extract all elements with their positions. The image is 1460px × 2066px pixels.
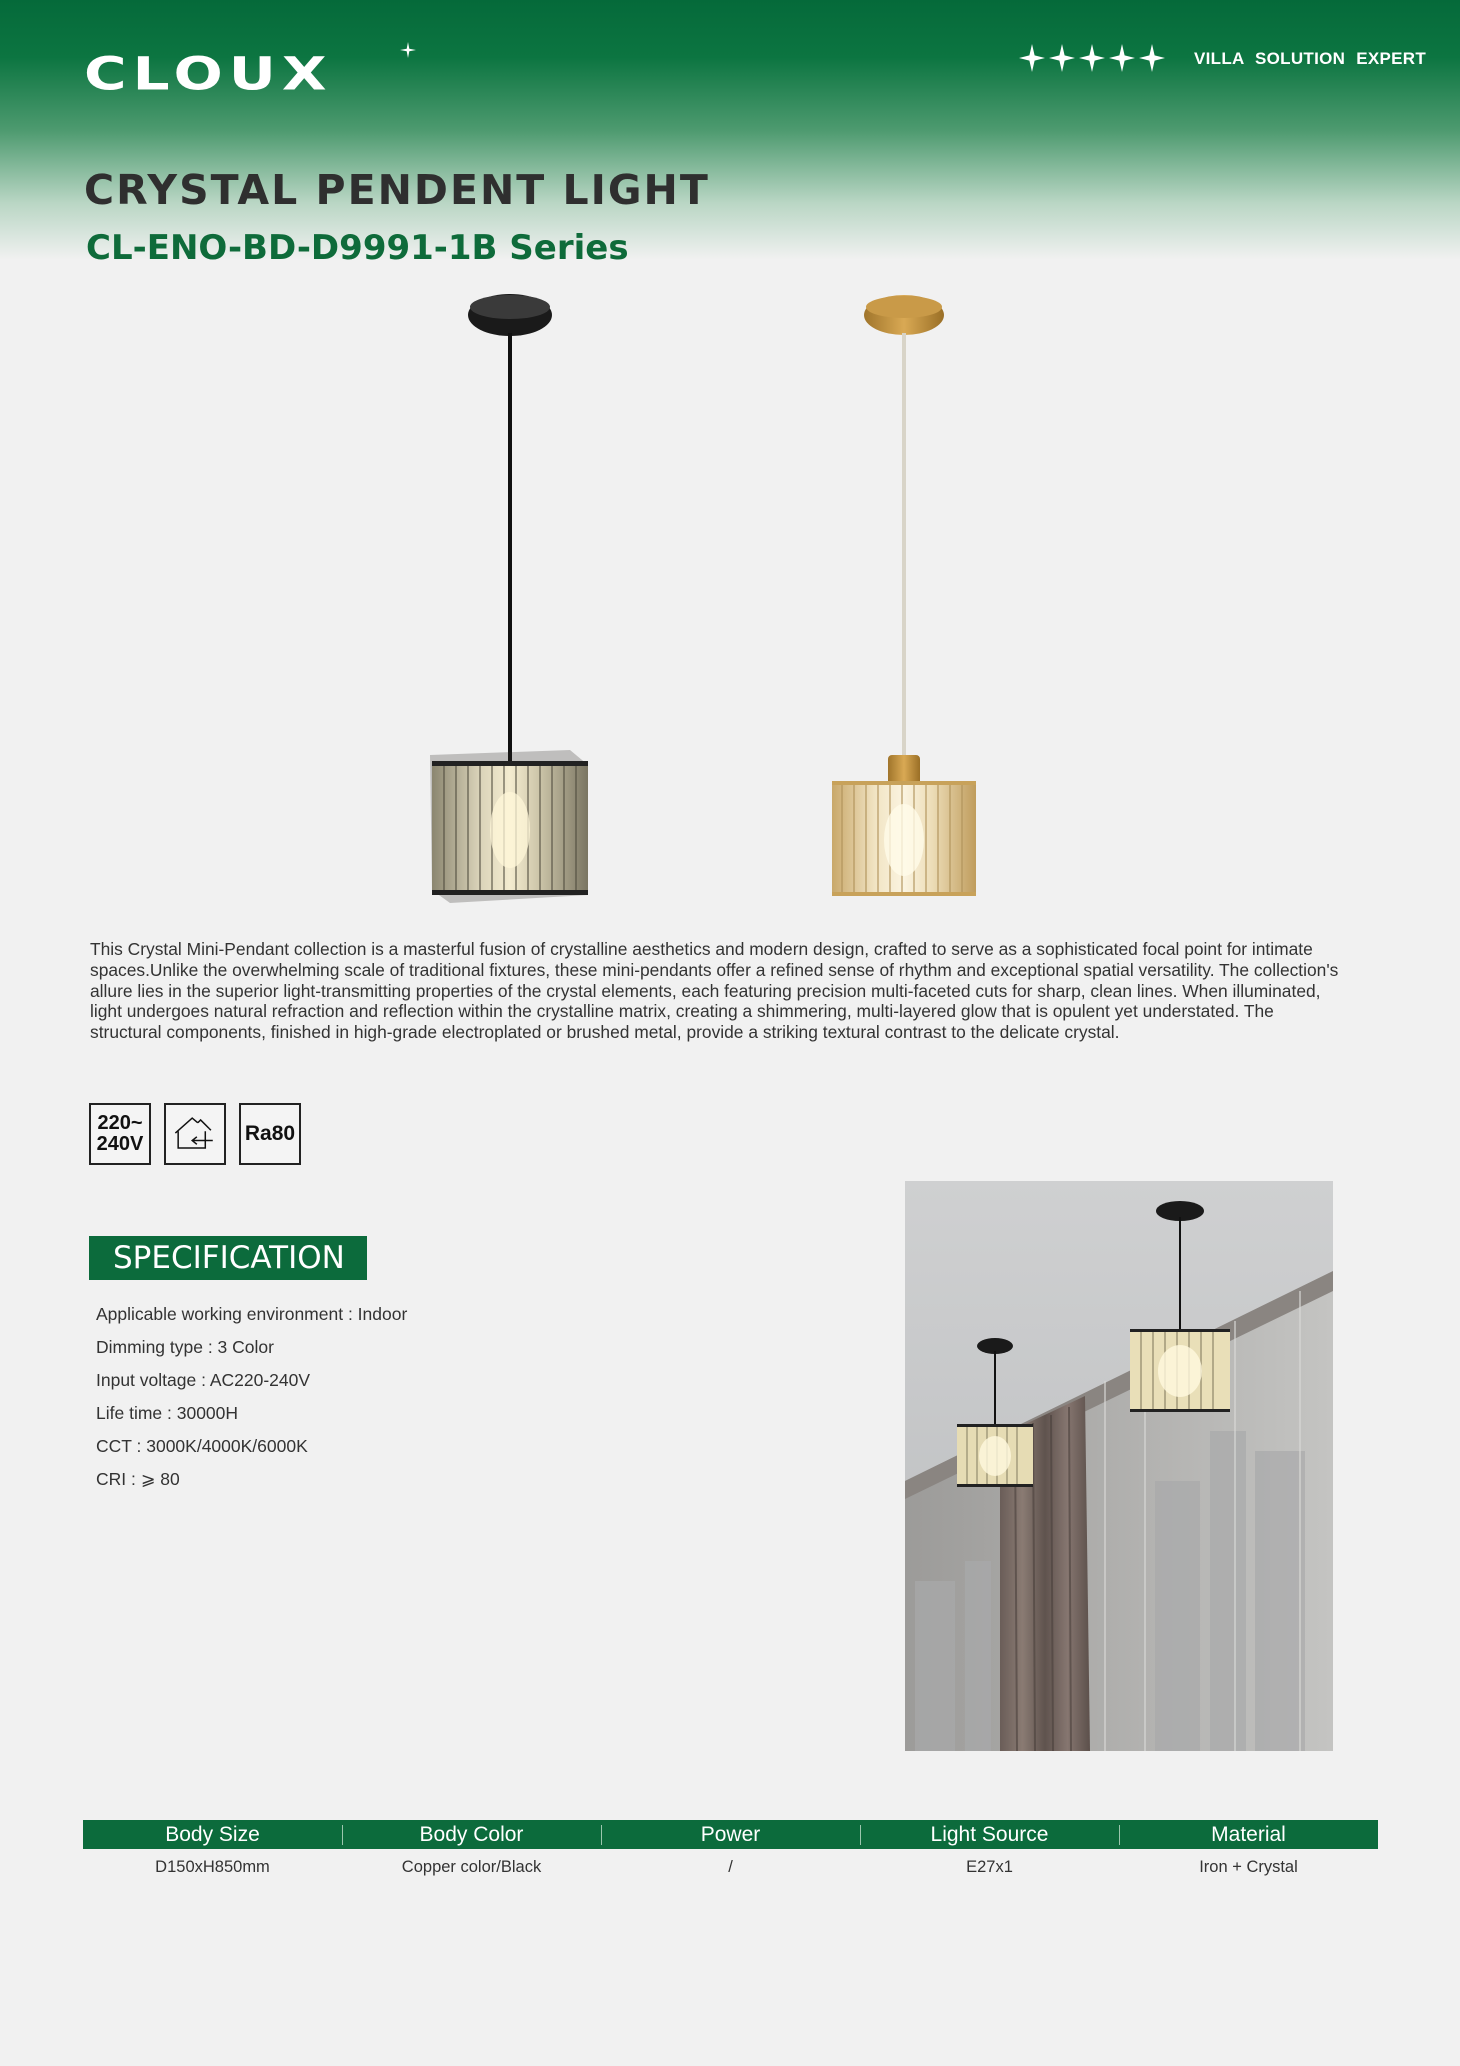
- header-body-size: Body Size: [165, 1823, 260, 1846]
- spec-item: Life time : 30000H: [96, 1403, 239, 1423]
- cell-body-size: D150xH850mm: [155, 1858, 270, 1876]
- voltage-badge: [89, 1103, 151, 1165]
- room-application-photo: [905, 1181, 1333, 1751]
- voltage-line1: 220~: [97, 1112, 143, 1134]
- spec-item: Dimming type : 3 Color: [96, 1337, 274, 1357]
- cri-badge: [239, 1103, 301, 1165]
- product-image-black: [420, 285, 600, 915]
- brand-logo: [84, 46, 434, 102]
- spec-item: Input voltage : AC220-240V: [96, 1370, 311, 1390]
- cell-power: /: [728, 1858, 733, 1876]
- header-material: Material: [1119, 1820, 1378, 1849]
- cell-light-source: E27x1: [966, 1858, 1013, 1876]
- star-icon: [1138, 42, 1166, 74]
- star-icon: [1018, 42, 1046, 74]
- star-icon: [1078, 42, 1106, 74]
- spec-item: Applicable working environment : Indoor: [96, 1304, 408, 1324]
- feature-icons: [89, 1103, 301, 1165]
- spec-item: CCT : 3000K/4000K/6000K: [96, 1436, 308, 1456]
- specification-heading: SPECIFICATION: [89, 1236, 367, 1280]
- cell-body-color: Copper color/Black: [401, 1858, 542, 1876]
- logo-text: CLOUX: [84, 47, 333, 101]
- spec-table-row: [83, 1855, 1378, 1879]
- logo-sparkle-icon: [400, 42, 416, 58]
- voltage-line2: 240V: [96, 1133, 144, 1155]
- product-description: This Crystal Mini-Pendant collection is a masterful fusion of crystalline aesthetics and modern design, crafted to serve as a sophisticated focal point for intimate spaces.Unlike the overwhelming scale of traditional fixtures, these mini-pendants offer a refined sense of rhythm and exceptional spatial versatility. The collection's allure lies in the superior light-transmitting properties of the crystal elements, each featuring precision multi-faceted cuts for sharp, clean lines. When illuminated, light undergoes natural refraction and reflection within the crystalline matrix, creating a shimmering, multi-layered glow that is opulent yet understated. The structural components, finished in high-grade electroplated or brushed metal, provide a striking textural contrast to the delicate crystal.: [90, 939, 1339, 1043]
- product-image-gold: [820, 285, 980, 915]
- specification-list: [96, 1302, 407, 1500]
- star-icon: [1108, 42, 1136, 74]
- series-title: CL-ENO-BD-D9991-1B Series: [86, 228, 629, 268]
- tagline: VILLA SOLUTION EXPERT: [1194, 49, 1427, 68]
- header-light-source: Light Source: [860, 1820, 1119, 1849]
- cri-label: Ra80: [244, 1122, 296, 1145]
- header-power: Power: [601, 1820, 860, 1849]
- spec-table-header: [83, 1820, 1378, 1849]
- page-title: CRYSTAL PENDENT LIGHT: [84, 166, 710, 214]
- header-body-color: Body Color: [342, 1820, 601, 1849]
- rating-stars: [1018, 42, 1166, 76]
- header-band: [0, 0, 1460, 260]
- spec-item: CRI : ⩾ 80: [96, 1469, 180, 1489]
- cell-material: Iron + Crystal: [1199, 1858, 1298, 1876]
- indoor-house-icon: [164, 1103, 226, 1165]
- star-icon: [1048, 42, 1076, 74]
